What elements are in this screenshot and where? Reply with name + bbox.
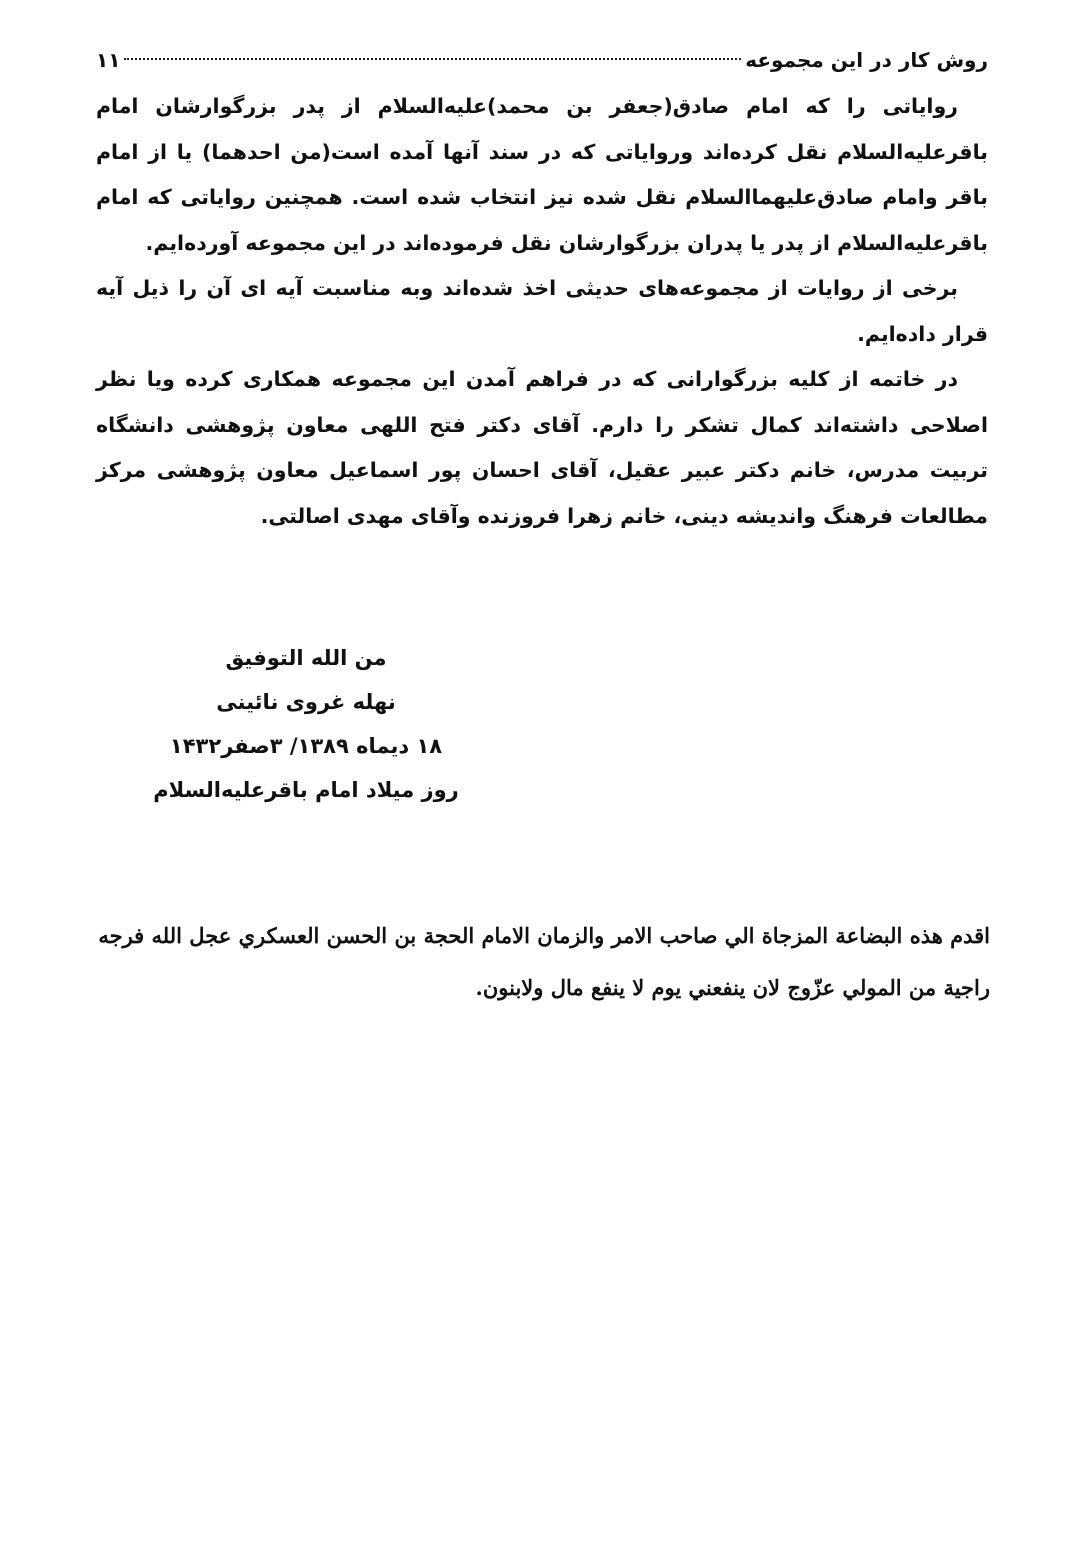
paragraph-acknowledgements: در خاتمه از کلیه بزرگوارانی که در فراهم آمدن این مجموعه همکاری کرده ویا نظر اصلاحی داشته‌اند کمال تشکر را دارم. آقای دکتر فتح اللهی معاون پژوهشی دانشگاه تربیت مدرس، خانم دکتر عبیر عقیل، آقای احسان پور اسماعیل معاون پژوهشی مرکز مطالعات فرهنگ واندیشه دینی، خانم زهرا فروزنده وآقای مهدی اصالتی.	[96, 367, 988, 528]
signature-occasion: روز میلاد امام باقرعلیه‌السلام	[153, 778, 459, 802]
dedication-line-2: راجية من المولي عزّوج لان ينفعني يوم لا ينفع مال ولابنون.	[475, 975, 990, 1000]
paragraph-method: روایاتی را که امام صادق(جعفر بن محمد)علیه‌السلام از پدر بزرگوارشان امام باقرعلیه‌السلام نقل کرده‌اند وروایاتی که در سند آنها آمده است(من احدهما) یا از امام باقر وامام صادق‌علیهما‌السلام نقل شده نیز انتخاب شده است. همچنین روایاتی که امام باقرعلیه‌السلام از پدر یا پدران بزرگوارشان نقل فرموده‌اند در این مجموعه آورده‌ایم.	[96, 94, 988, 255]
dot-leader	[124, 58, 741, 60]
paragraph-sources: برخی از روایات از مجموعه‌های حدیثی اخذ شده‌اند وبه مناسبت آیه ای آن را ذیل آیه قرار داده‌ایم.	[96, 276, 988, 346]
running-header	[96, 42, 988, 78]
closing-phrase: من الله التوفیق	[225, 646, 387, 670]
signature-block	[96, 636, 516, 812]
section-title: روش کار در این مجموعه	[745, 48, 988, 72]
author-name: نهله غروی نائینی	[216, 690, 396, 714]
body-text	[96, 84, 988, 539]
dedication-line-1: اقدم هذه البضاعة المزجاة الي صاحب الامر والزمان الامام الحجة بن الحسن العسكري عجل الله فرجه	[98, 923, 990, 948]
dedication	[90, 910, 990, 1014]
signature-date: ۱۸ دیماه ۱۳۸۹/ ۳صفر۱۴۳۲	[169, 734, 443, 758]
page-number: ۱۱	[96, 48, 121, 72]
